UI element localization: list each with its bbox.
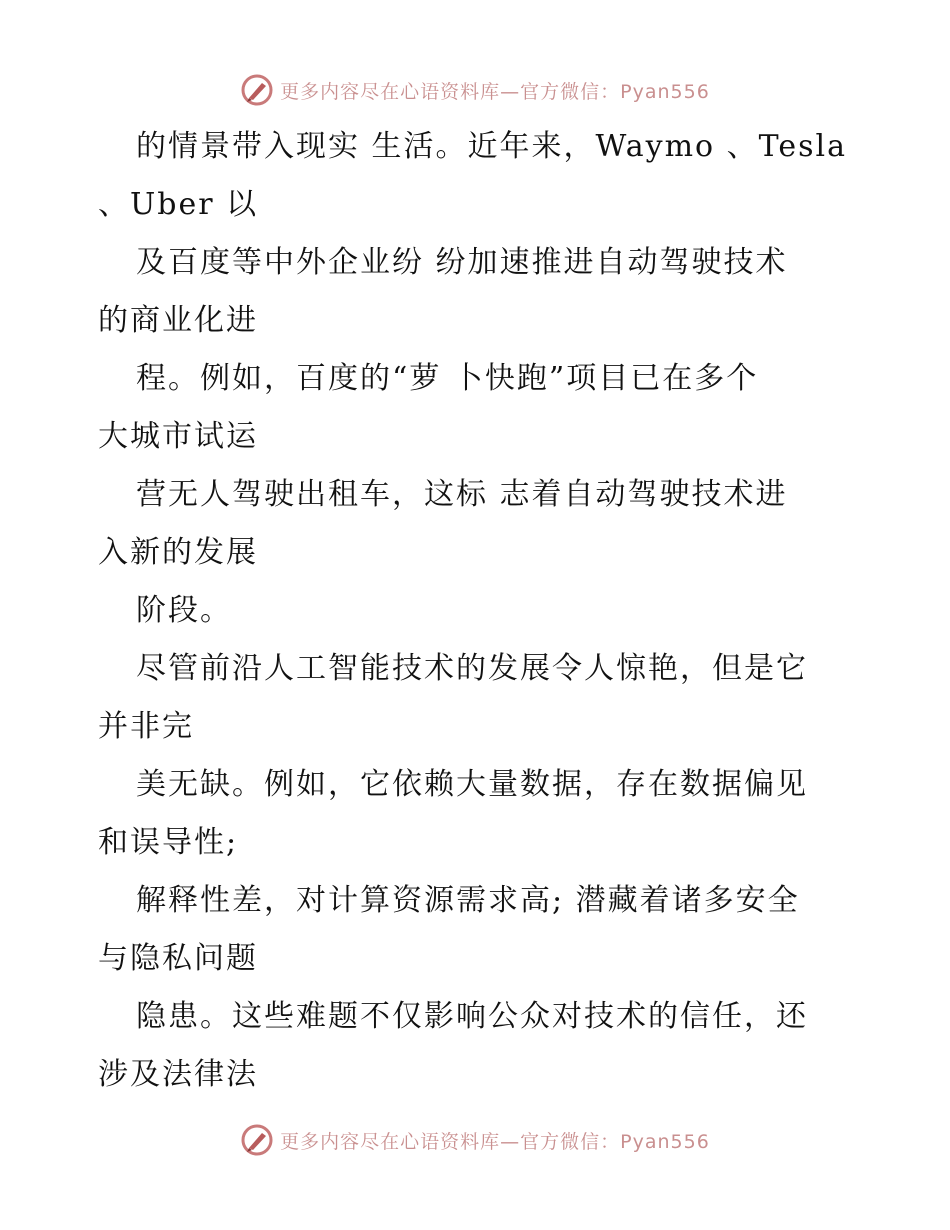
watermark-text: 更多内容尽在心语资料库—官方微信：Pyan556 bbox=[280, 80, 710, 103]
watermark-text: 更多内容尽在心语资料库—官方微信：Pyan556 bbox=[280, 1130, 710, 1153]
text-line: 的商业化进 bbox=[98, 303, 258, 338]
document-body bbox=[98, 118, 858, 1104]
text-line: 、Uber 以 bbox=[98, 187, 259, 222]
text-line: 程。例如，百度的“萝 卜快跑”项目已在多个 bbox=[136, 361, 759, 396]
text-line: 隐患。这些难题不仅影响公众对技术的信任，还 bbox=[136, 999, 808, 1034]
text-line: 尽管前沿人工智能技术的发展令人惊艳，但是它 bbox=[136, 651, 808, 686]
text-line: 营无人驾驶出租车，这标 志着自动驾驶技术进 bbox=[136, 477, 788, 512]
footer-watermark bbox=[0, 1120, 950, 1160]
text-line: 入新的发展 bbox=[98, 535, 258, 570]
text-line: 的情景带入现实 生活。近年来，Waymo 、Tesla bbox=[136, 129, 847, 164]
text-line: 大城市试运 bbox=[98, 419, 258, 454]
text-line: 和误导性; bbox=[98, 825, 239, 860]
pen-logo-icon bbox=[240, 1123, 274, 1157]
text-line: 及百度等中外企业纷 纷加速推进自动驾驶技术 bbox=[136, 245, 788, 280]
header-watermark bbox=[0, 70, 950, 110]
text-line: 与隐私问题 bbox=[98, 941, 258, 976]
text-line: 解释性差，对计算资源需求高; 潜藏着诸多安全 bbox=[136, 883, 800, 918]
text-line: 并非完 bbox=[98, 709, 194, 744]
text-line: 美无缺。例如，它依赖大量数据，存在数据偏见 bbox=[136, 767, 808, 802]
text-line: 阶段。 bbox=[136, 593, 232, 628]
pen-logo-icon bbox=[240, 73, 274, 107]
text-line: 涉及法律法 bbox=[98, 1057, 258, 1092]
